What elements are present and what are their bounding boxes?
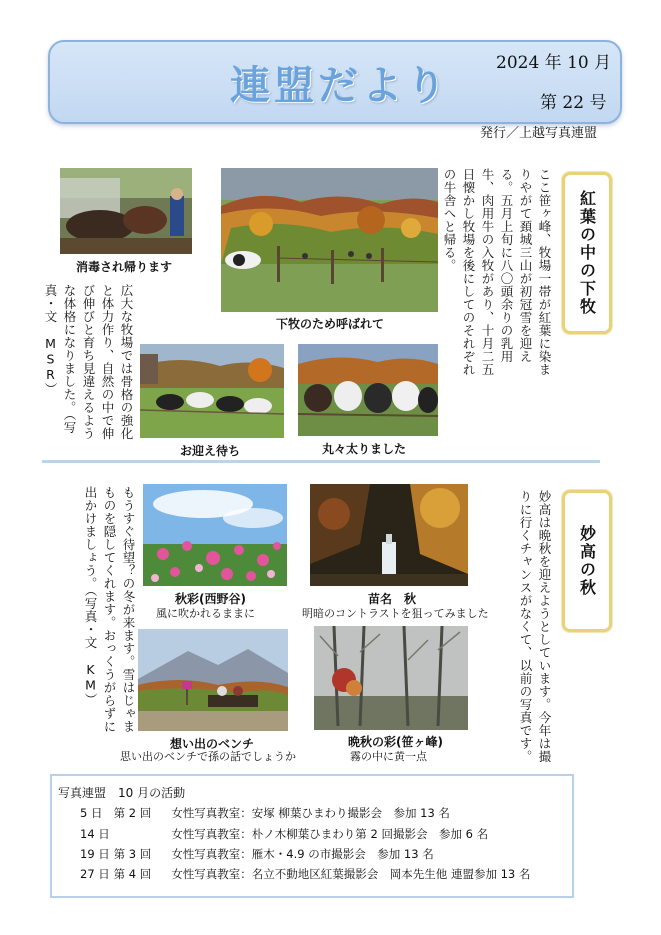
activities-title: 写真連盟 10 月の活動 <box>58 786 186 800</box>
caption-waiting: お迎え待ち <box>180 444 241 458</box>
issue-date: 2024 年 10 月 <box>496 53 612 73</box>
activity-day: 19 日 <box>80 847 110 861</box>
activity-row <box>80 866 530 882</box>
activity-round: 第 2 回 <box>113 806 152 820</box>
caption-fog: 晩秋の彩(笹ヶ峰) <box>348 735 443 749</box>
activity-row <box>80 846 434 862</box>
activity-text: 女性写真教室：安塚 柳葉ひまわり撮影会 参加 13 名 <box>171 806 450 820</box>
activity-row <box>80 826 488 842</box>
photo-waiting <box>140 344 284 438</box>
activity-day: 5 日 <box>80 806 103 820</box>
subcaption-waterfall: 明暗のコントラストを狙ってみました <box>302 607 489 620</box>
photo-cosmos <box>143 484 287 586</box>
subcaption-fog: 霧の中に黄一点 <box>350 750 427 763</box>
activity-round: 第 4 回 <box>113 867 152 881</box>
activity-day: 27 日 <box>80 867 110 881</box>
activity-text: 女性写真教室：朴ノ木柳葉ひまわり第 2 回撮影会 参加 6 名 <box>171 827 489 841</box>
section2-text-left: もうすぐ待望？の冬が来ます。雪はじゃまものを隠してくれます。おっくうがらずに出かけましょう。（写真・文 KM） <box>83 486 136 733</box>
photo-disinfect <box>60 168 192 254</box>
subcaption-cosmos: 風に吹かれるままに <box>156 607 255 620</box>
section1-text-right: ここ笹ヶ峰、牧場一帯が紅葉に染まりやがて頚城三山が初冠雪を迎える。五月上旬に八〇頭余りの乳用牛、肉用牛の入牧があり、十月二五日懐かし牧場を後にしてのそれぞれの牛舎へと帰る。 <box>442 168 552 376</box>
caption-bench: 想い出のベンチ <box>170 737 255 751</box>
caption-disinfect: 消毒され帰ります <box>76 260 173 274</box>
subcaption-bench: 思い出のベンチで孫の話でしょうか <box>120 750 296 763</box>
caption-cosmos: 秋彩(西野谷) <box>175 592 246 606</box>
activity-day: 14 日 <box>80 827 110 841</box>
section1-text-left: 広大な牧場では骨格の強化と体力作り、自然の中で伸び伸びと育ち見違えるような体格になりました。（写真・文 MSR） <box>43 284 134 440</box>
activity-text: 女性写真教室：雁木・4.9 の市撮影会 参加 13 名 <box>171 847 434 861</box>
publisher: 発行／上越写真連盟 <box>480 126 598 141</box>
activity-text: 女性写真教室：名立不動地区紅葉撮影会 岡本先生他 連盟参加 13 名 <box>171 867 531 881</box>
section2-heading-text: 妙高の秋 <box>577 525 597 597</box>
caption-calling: 下牧のため呼ばれて <box>276 317 385 331</box>
issue-number: 第 22 号 <box>540 93 607 113</box>
section1-heading <box>562 172 612 334</box>
photo-plump <box>298 344 438 436</box>
activity-row <box>80 805 450 821</box>
photo-calling <box>221 168 438 312</box>
photo-bench <box>138 629 288 731</box>
section2-text-right: 妙高は晩秋を迎えようとしています。今年は撮りに行くチャンスがなくて、以前の写真です。 <box>518 490 552 763</box>
section1-heading-text: 紅葉の中の下牧 <box>577 190 597 316</box>
newsletter-title: 連盟だより <box>230 63 450 109</box>
caption-plump: 丸々太りました <box>322 442 407 456</box>
section-divider <box>42 460 600 463</box>
photo-waterfall <box>310 484 468 586</box>
section2-heading <box>562 490 612 632</box>
caption-waterfall: 苗名 秋 <box>368 592 417 606</box>
activity-round: 第 3 回 <box>113 847 152 861</box>
photo-fog <box>314 626 468 730</box>
